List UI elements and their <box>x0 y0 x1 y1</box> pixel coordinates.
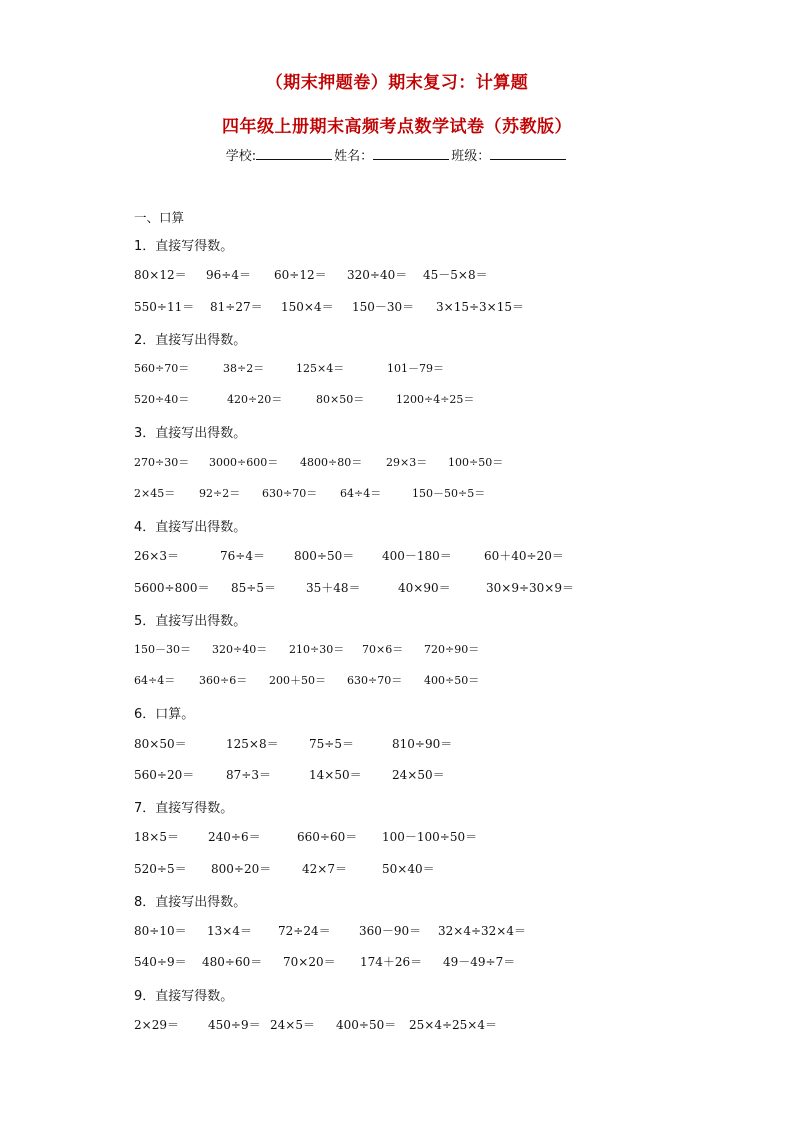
problem: 101－79＝ <box>387 362 444 375</box>
problem: 200＋50＝ <box>269 674 326 687</box>
problem: 96÷4＝ <box>206 268 251 282</box>
problem: 100÷50＝ <box>448 456 504 469</box>
problem: 450÷9＝ <box>208 1018 261 1032</box>
problem: 85÷5＝ <box>231 581 276 595</box>
problem: 50×40＝ <box>382 862 435 876</box>
problem: 150－30＝ <box>134 643 191 656</box>
problem: 35＋48＝ <box>306 581 361 595</box>
problem: 360－90＝ <box>359 924 422 938</box>
class-blank[interactable] <box>490 147 566 160</box>
problem: 80×12＝ <box>134 268 187 282</box>
problem: 72÷24＝ <box>278 924 331 938</box>
problem: 64÷4＝ <box>340 487 382 500</box>
problem: 630÷70＝ <box>347 674 403 687</box>
problem: 520÷40＝ <box>134 393 190 406</box>
problem: 42×7＝ <box>302 862 347 876</box>
question-title: 1．直接写得数。 <box>134 239 234 254</box>
problem: 92÷2＝ <box>199 487 241 500</box>
question-title: 5．直接写出得数。 <box>134 614 247 629</box>
question-title: 7．直接写得数。 <box>134 801 234 816</box>
question-title: 4．直接写出得数。 <box>134 520 247 535</box>
problem: 240÷6＝ <box>208 830 261 844</box>
problem: 150－50÷5＝ <box>412 487 486 500</box>
problem: 560÷20＝ <box>134 768 195 782</box>
problem: 100－100÷50＝ <box>382 830 478 844</box>
problem: 40×90＝ <box>398 581 451 595</box>
school-blank[interactable] <box>256 147 332 160</box>
problem: 400÷50＝ <box>336 1018 397 1032</box>
question-title: 9．直接写得数。 <box>134 989 234 1004</box>
problem: 150－30＝ <box>352 300 415 314</box>
problem: 87÷3＝ <box>226 768 271 782</box>
problem: 14×50＝ <box>309 768 362 782</box>
problem: 320÷40＝ <box>347 268 408 282</box>
problem: 80×50＝ <box>316 393 365 406</box>
problem: 80×50＝ <box>134 737 187 751</box>
problem: 60＋40÷20＝ <box>484 549 564 563</box>
problem: 810÷90＝ <box>392 737 453 751</box>
question-title: 2．直接写出得数。 <box>134 333 247 348</box>
problem: 210÷30＝ <box>289 643 345 656</box>
problem: 13×4＝ <box>207 924 252 938</box>
problem: 70×20＝ <box>283 955 336 969</box>
problem: 3×15÷3×15＝ <box>436 300 524 314</box>
problem: 125×4＝ <box>296 362 345 375</box>
problem: 125×8＝ <box>226 737 279 751</box>
problem: 174＋26＝ <box>360 955 423 969</box>
problem: 3000÷600＝ <box>209 456 279 469</box>
problem: 25×4÷25×4＝ <box>409 1018 497 1032</box>
question-title: 6．口算。 <box>134 707 195 722</box>
problem: 560÷70＝ <box>134 362 190 375</box>
problem: 70×6＝ <box>362 643 404 656</box>
problem: 76÷4＝ <box>220 549 265 563</box>
question-title: 3．直接写出得数。 <box>134 426 247 441</box>
problem: 2×29＝ <box>134 1018 179 1032</box>
problem: 400－180＝ <box>382 549 452 563</box>
problem: 38÷2＝ <box>223 362 265 375</box>
problem: 660÷60＝ <box>297 830 358 844</box>
problem: 320÷40＝ <box>212 643 268 656</box>
problem: 49－49÷7＝ <box>443 955 516 969</box>
problem: 550÷11＝ <box>134 300 195 314</box>
problem: 630÷70＝ <box>262 487 318 500</box>
problem: 1200÷4÷25＝ <box>396 393 475 406</box>
problem: 29×3＝ <box>386 456 428 469</box>
problem: 4800÷80＝ <box>300 456 363 469</box>
problem: 75÷5＝ <box>309 737 354 751</box>
problem: 2×45＝ <box>134 487 176 500</box>
problem: 480÷60＝ <box>202 955 263 969</box>
problem: 80÷10＝ <box>134 924 187 938</box>
problem: 360÷6＝ <box>199 674 248 687</box>
problem: 26×3＝ <box>134 549 179 563</box>
problem: 81÷27＝ <box>210 300 263 314</box>
problem: 540÷9＝ <box>134 955 187 969</box>
problem: 64÷4＝ <box>134 674 176 687</box>
problem: 520÷5＝ <box>134 862 187 876</box>
exam-subtitle: 四年级上册期末高频考点数学试卷（苏教版） <box>222 117 572 137</box>
problem: 720÷90＝ <box>424 643 480 656</box>
class-label: 班级： <box>451 149 491 164</box>
problem: 45－5×8＝ <box>423 268 488 282</box>
problem: 800÷20＝ <box>211 862 272 876</box>
exam-title: （期末押题卷）期末复习：计算题 <box>265 73 529 93</box>
problem: 5600÷800＝ <box>134 581 210 595</box>
problem: 270÷30＝ <box>134 456 190 469</box>
problem: 32×4÷32×4＝ <box>438 924 526 938</box>
name-label: 姓名： <box>334 149 374 164</box>
question-title: 8．直接写出得数。 <box>134 895 247 910</box>
problem: 24×5＝ <box>270 1018 315 1032</box>
name-blank[interactable] <box>373 147 449 160</box>
problem: 150×4＝ <box>281 300 334 314</box>
school-label: 学校: <box>225 149 257 164</box>
student-info-line <box>0 145 794 164</box>
problem: 24×50＝ <box>392 768 445 782</box>
problem: 60÷12＝ <box>274 268 327 282</box>
problem: 18×5＝ <box>134 830 179 844</box>
problem: 800÷50＝ <box>294 549 355 563</box>
problem: 400÷50＝ <box>424 674 480 687</box>
section-title: 一、口算 <box>134 210 185 225</box>
problem: 30×9÷30×9＝ <box>486 581 574 595</box>
problem: 420÷20＝ <box>227 393 283 406</box>
